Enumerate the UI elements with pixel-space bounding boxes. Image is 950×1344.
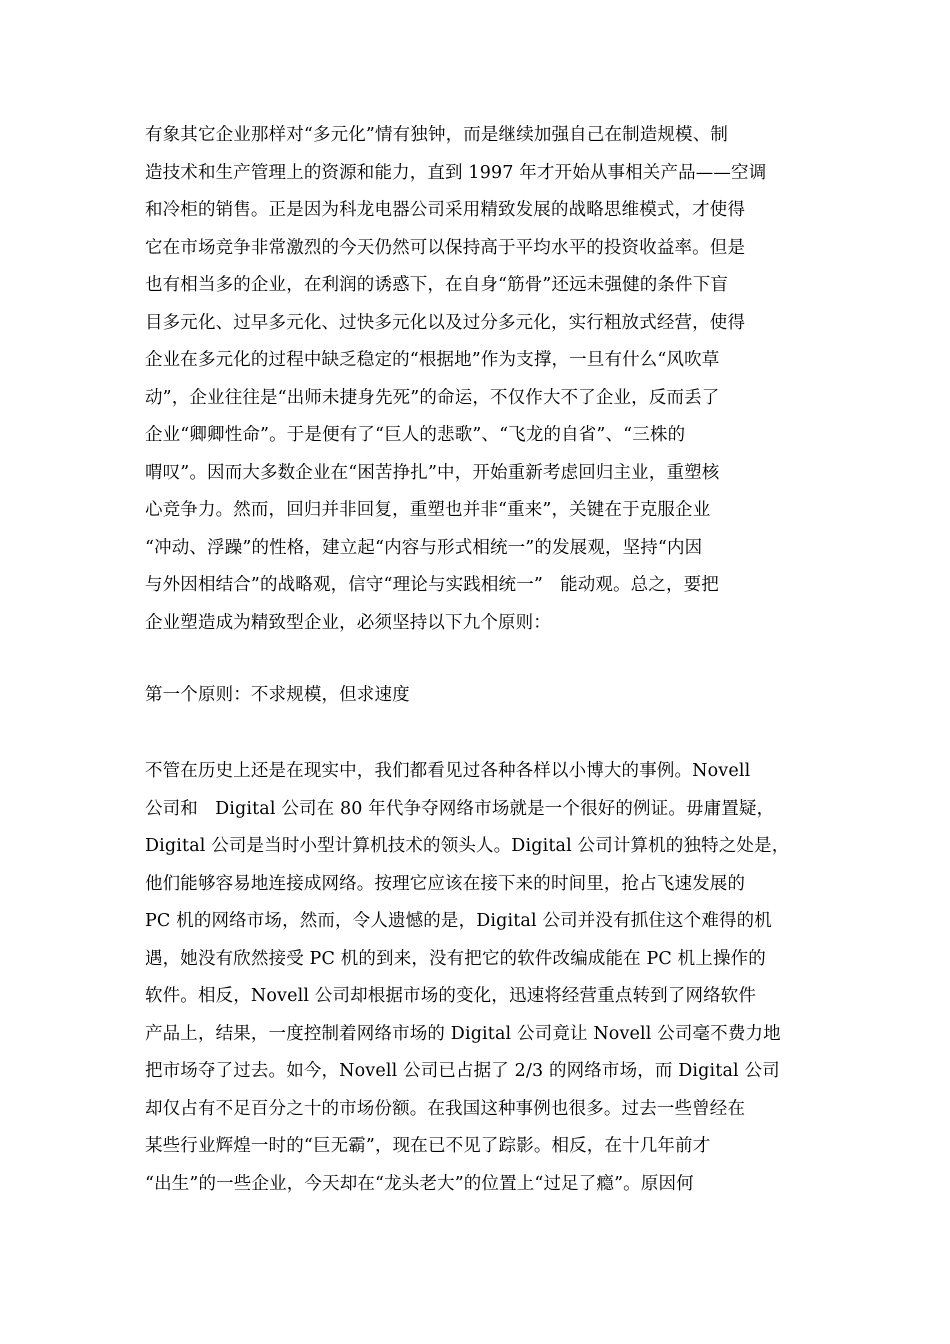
text-line: 有象其它企业那样对“多元化”情有独钟，而是继续加强自己在制造规模、制 bbox=[145, 125, 728, 145]
text-line: Digital 公司是当时小型计算机技术的领头人。Digital 公司计算机的独特之处是， bbox=[145, 836, 790, 856]
text-line: 企业“卿卿性命”。于是便有了“巨人的悲歌”、“飞龙的自省”、“三株的 bbox=[145, 425, 686, 445]
text-line: 产品上，结果，一度控制着网络市场的 Digital 公司竟让 Novell 公司毫不费力地 bbox=[145, 1023, 781, 1044]
text-line: 却仅占有不足百分之十的市场份额。在我国这种事例也很多。过去一些曾经在 bbox=[145, 1098, 746, 1119]
paragraph-2 bbox=[145, 753, 825, 1203]
text-line: 企业在多元化的过程中缺乏稳定的“根据地”作为支撑，一旦有什么“风吹草 bbox=[145, 350, 720, 370]
text-line: 公司和 Digital 公司在 80 年代争夺网络市场就是一个很好的例证。毋庸置疑， bbox=[145, 798, 775, 819]
text-line: 造技术和生产管理上的资源和能力，直到 1997 年才开始从事相关产品——空调 bbox=[145, 162, 767, 183]
text-line: “冲动、浮躁”的性格，建立起“内容与形式相统一”的发展观，坚持“内因 bbox=[145, 537, 703, 558]
paragraph-1 bbox=[145, 117, 825, 642]
text-line: “出生”的一些企业，今天却在“龙头老大”的位置上“过足了瘾”。原因何 bbox=[145, 1173, 694, 1194]
heading-text: 第一个原则：不求规模，但求速度 bbox=[145, 685, 410, 705]
text-line: 它在市场竞争非常激烈的今天仍然可以保持高于平均水平的投资收益率。但是 bbox=[145, 237, 746, 258]
text-line: 和冷柜的销售。正是因为科龙电器公司采用精致发展的战略思维模式，才使得 bbox=[145, 200, 746, 220]
text-line: 他们能够容易地连接成网络。按理它应该在接下来的时间里，抢占飞速发展的 bbox=[145, 873, 746, 894]
text-line: 遇，她没有欣然接受 PC 机的到来，没有把它的软件改编成能在 PC 机上操作的 bbox=[145, 948, 766, 969]
text-line: 不管在历史上还是在现实中，我们都看见过各种各样以小博大的事例。Novell bbox=[145, 761, 751, 781]
text-line: 某些行业辉煌一时的“巨无霸”，现在已不见了踪影。相反，在十几年前才 bbox=[145, 1136, 711, 1156]
text-line: 把市场夺了过去。如今，Novell 公司已占据了 2/3 的网络市场，而 Digital 公司 bbox=[145, 1061, 780, 1081]
text-line: 也有相当多的企业，在利润的诱惑下，在自身“筋骨”还远未强健的条件下盲 bbox=[145, 275, 728, 295]
text-line: 喟叹”。因而大多数企业在“困苦挣扎”中，开始重新考虑回归主业，重塑核 bbox=[145, 462, 720, 483]
text-line: PC 机的网络市场，然而，令人遗憾的是，Digital 公司并没有抓住这个难得的机 bbox=[145, 911, 772, 931]
text-line: 企业塑造成为精致型企业，必须坚持以下九个原则： bbox=[145, 612, 551, 633]
section-heading bbox=[145, 677, 825, 715]
text-line: 软件。相反，Novell 公司却根据市场的变化，迅速将经营重点转到了网络软件 bbox=[145, 986, 757, 1006]
text-line: 目多元化、过早多元化、过快多元化以及过分多元化，实行粗放式经营，使得 bbox=[145, 312, 746, 333]
text-line: 与外因相结合”的战略观，信守“理论与实践相统一” 能动观。总之，要把 bbox=[145, 575, 719, 595]
text-line: 动”，企业往往是“出师未捷身先死”的命运，不仅作大不了企业，反而丢了 bbox=[145, 387, 720, 408]
text-line: 心竞争力。然而，回归并非回复，重塑也并非“重来”，关键在于克服企业 bbox=[145, 500, 711, 520]
